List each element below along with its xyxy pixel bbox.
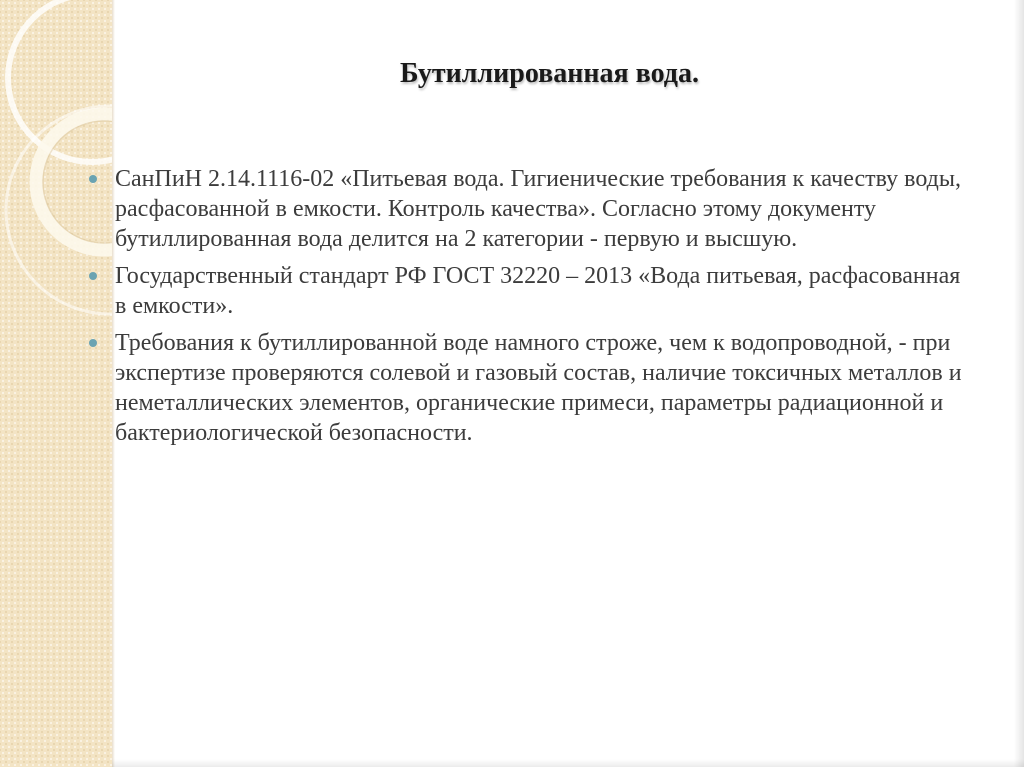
slide-bottom-shadow bbox=[112, 759, 1024, 767]
bullet-text: СанПиН 2.14.1116-02 «Питьевая вода. Гигиенические требования к качеству воды, расфасованной в емкости. Контроль качества». Согласно этому документу бутиллированная вода делится на 2 категории - первую и высшую. bbox=[115, 166, 961, 252]
bullet-dot-icon bbox=[89, 175, 97, 183]
bullet-item-requirements bbox=[86, 328, 976, 448]
bullet-item-sanpin bbox=[86, 164, 976, 254]
bullet-text: Требования к бутиллированной воде намного строже, чем к водопроводной, - при экспертизе проверяются солевой и газовый состав, наличие токсичных металлов и неметаллических элементов, органические примеси, параметры радиационной и бактериологической безопасности. bbox=[115, 330, 962, 446]
slide-title: Бутиллированная вода. bbox=[400, 58, 699, 89]
bullet-dot-icon bbox=[89, 339, 97, 347]
slide-right-shadow bbox=[1014, 0, 1024, 767]
bullet-dot-icon bbox=[89, 272, 97, 280]
bullet-item-gost bbox=[86, 261, 976, 321]
bullet-text: Государственный стандарт РФ ГОСТ 32220 – 2013 «Вода питьевая, расфасованная в емкости». bbox=[115, 263, 961, 319]
bullet-list bbox=[86, 164, 976, 455]
